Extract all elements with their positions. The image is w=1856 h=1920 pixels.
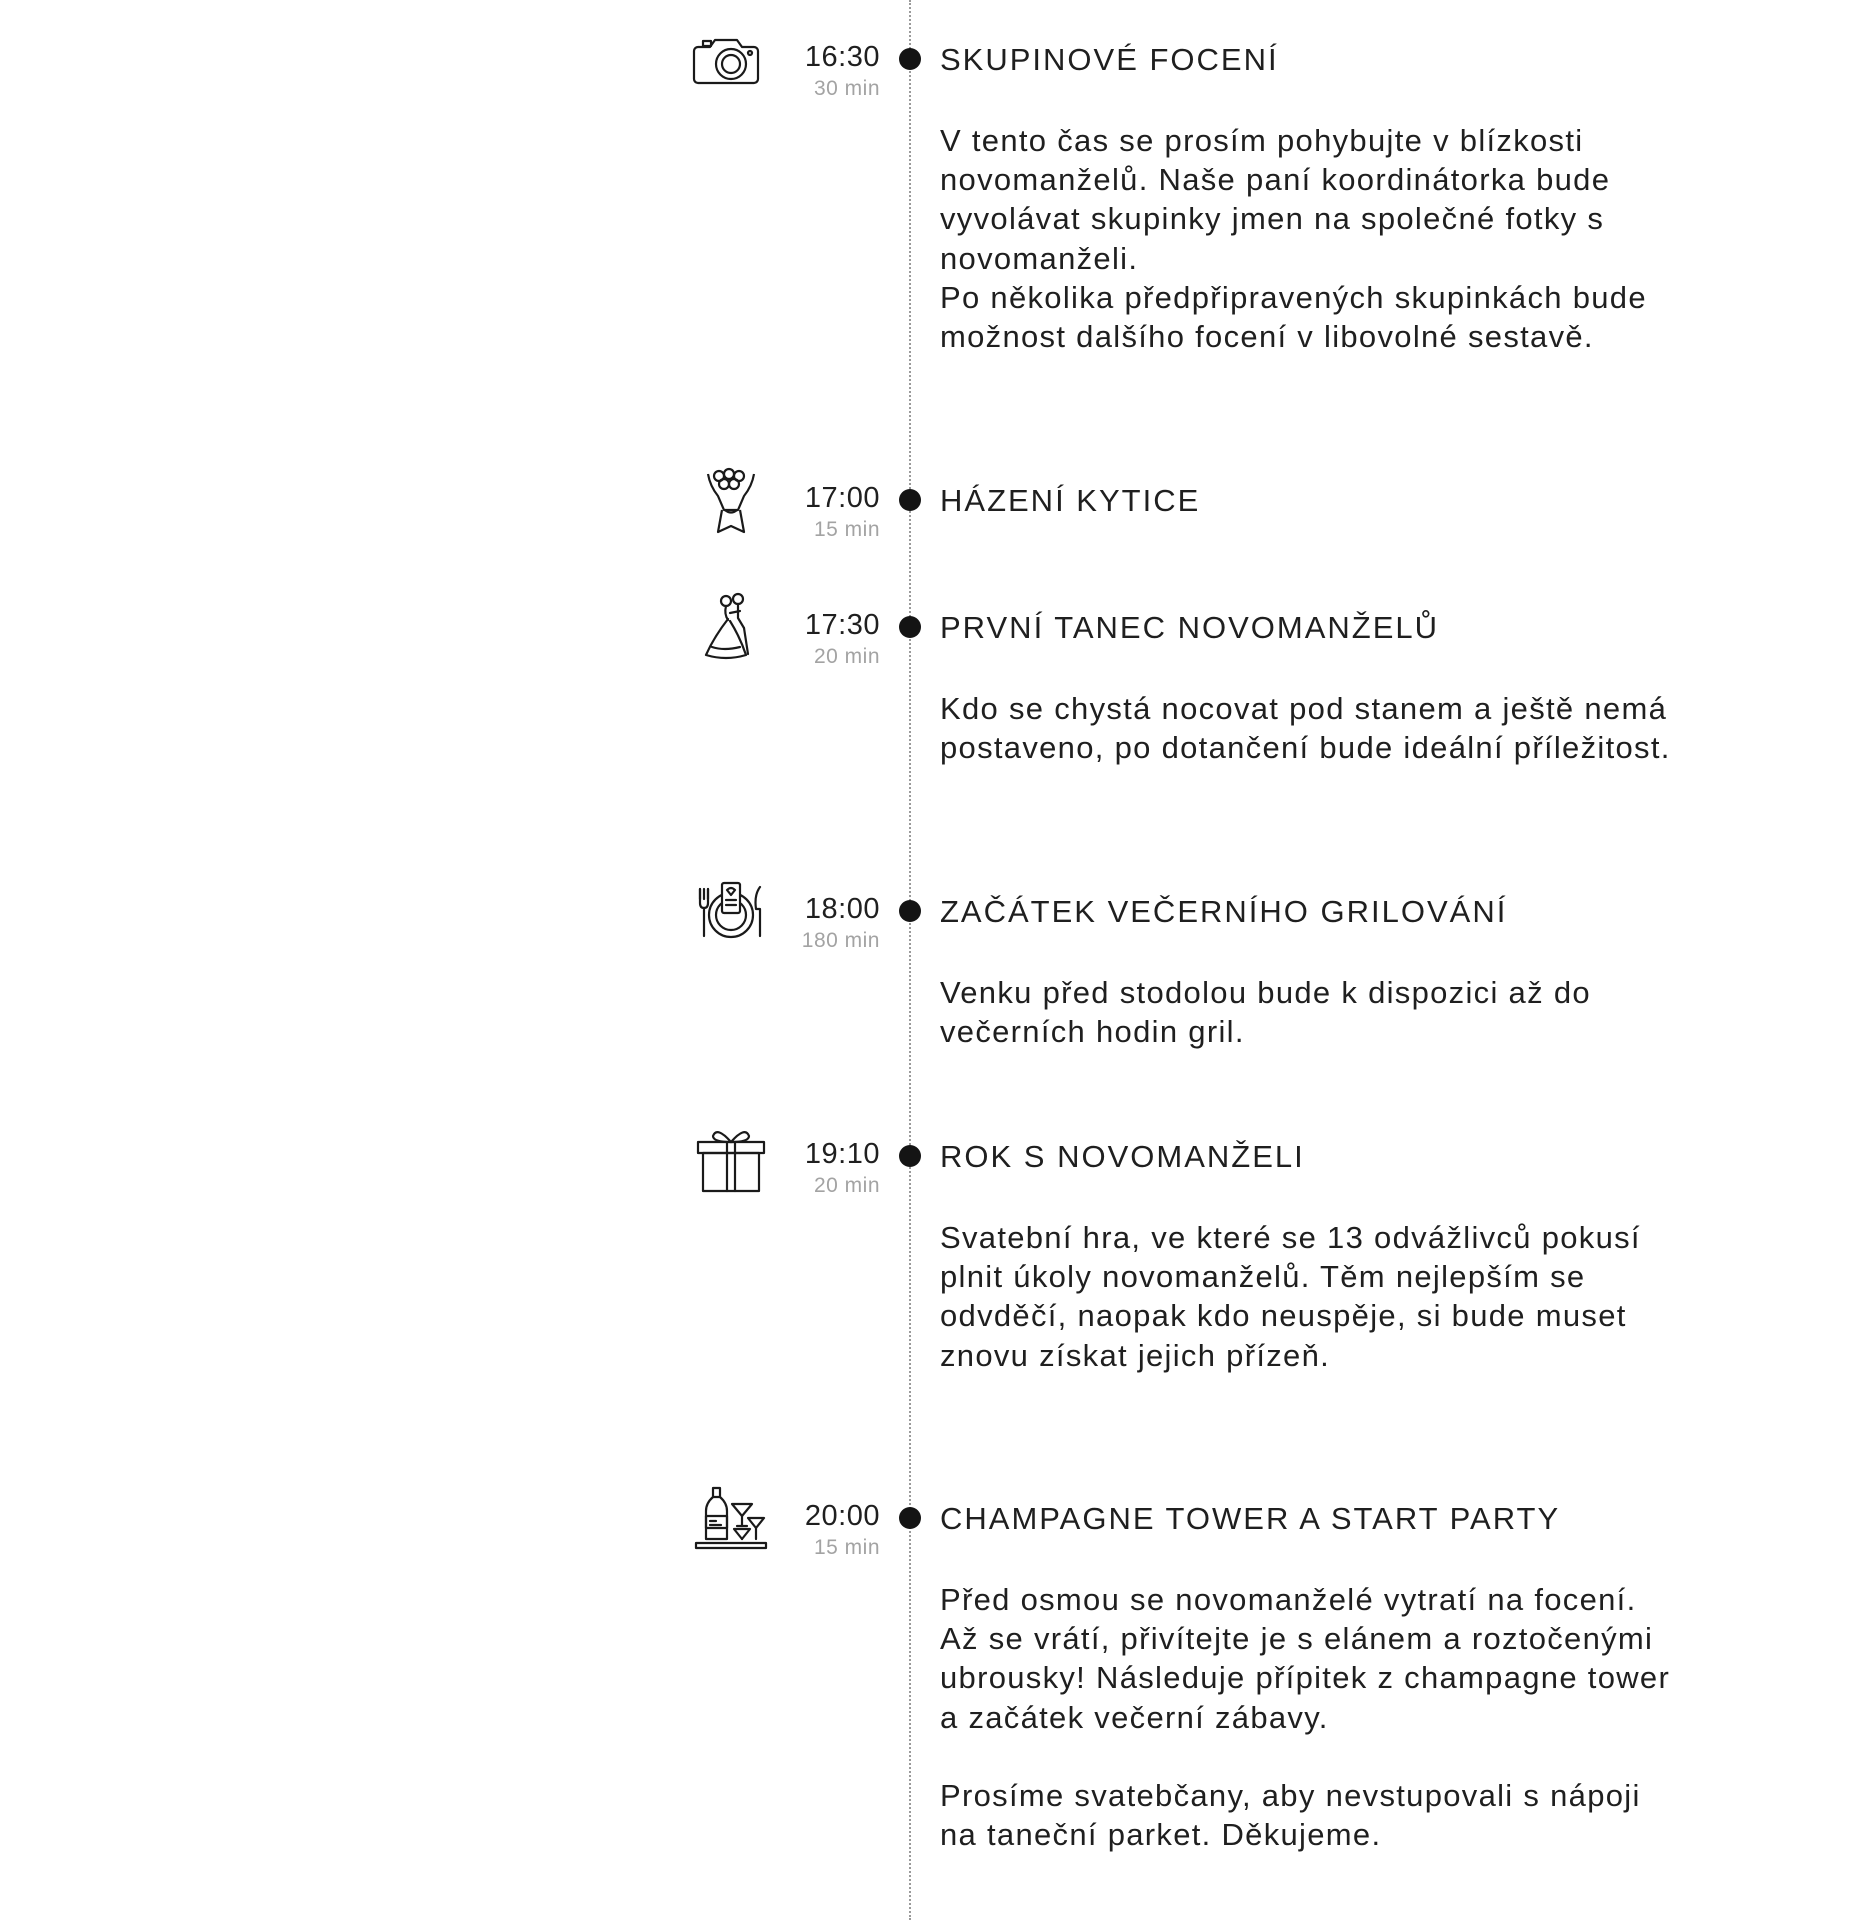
bouquet-icon [692, 464, 770, 542]
camera-icon [692, 23, 770, 101]
event-title: PRVNÍ TANEC NOVOMANŽELŮ [940, 610, 1440, 645]
event-time: 17:00 [804, 482, 880, 514]
event-duration: 180 min [801, 929, 880, 952]
event-description: Kdo se chystá nocovat pod stanem a ještě nemá postaveno, po dotančení bude ideální příležitost. [940, 691, 1671, 766]
timeline-dot [899, 900, 921, 922]
dancing-couple-icon [692, 591, 770, 669]
timeline-dot [899, 489, 921, 511]
event-time: 19:10 [804, 1138, 880, 1170]
event-title: SKUPINOVÉ FOCENÍ [940, 42, 1279, 77]
event-title: ROK S NOVOMANŽELI [940, 1139, 1305, 1174]
event-description: Svatební hra, ve které se 13 odvážlivců pokusí plnit úkoly novomanželů. Těm nejlepším se odvděčí, naopak kdo neuspěje, si bude muset znovu získat jejich přízeň. [940, 1220, 1641, 1373]
event-duration: 20 min [813, 645, 880, 668]
timeline-dot [899, 1507, 921, 1529]
event-description: Venku před stodolou bude k dispozici až do večerních hodin gril. [940, 975, 1591, 1050]
event-duration: 30 min [813, 77, 880, 100]
timeline-dot [899, 616, 921, 638]
event-title: ZAČÁTEK VEČERNÍHO GRILOVÁNÍ [940, 894, 1508, 929]
champagne-icon [692, 1482, 770, 1560]
event-duration: 15 min [813, 1536, 880, 1559]
event-title: HÁZENÍ KYTICE [940, 483, 1201, 518]
dinner-plate-icon [692, 875, 770, 953]
event-time: 17:30 [804, 609, 880, 641]
gift-icon [692, 1120, 770, 1198]
event-time: 20:00 [804, 1500, 880, 1532]
event-time: 16:30 [804, 41, 880, 73]
timeline-dot [899, 1145, 921, 1167]
event-duration: 15 min [813, 518, 880, 541]
event-description: Před osmou se novomanželé vytratí na focení. Až se vrátí, přivítejte je s elánem a roztočenými ubrousky! Následuje přípitek z champagne tower a začátek večerní zábavy. Prosíme svatebčany, aby nevstupovali s nápoji na taneční parket. Děkujeme. [940, 1582, 1671, 1853]
event-time: 18:00 [804, 893, 880, 925]
event-title: CHAMPAGNE TOWER A START PARTY [940, 1501, 1561, 1536]
event-duration: 20 min [813, 1174, 880, 1197]
timeline-line [909, 0, 911, 1920]
timeline-dot [899, 48, 921, 70]
event-description: V tento čas se prosím pohybujte v blízkosti novomanželů. Naše paní koordinátorka bude vyvolávat skupinky jmen na společné fotky s novomanželi. Po několika předpřipravených skupinkách bude možnost dalšího focení v libovolné sestavě. [940, 123, 1647, 355]
